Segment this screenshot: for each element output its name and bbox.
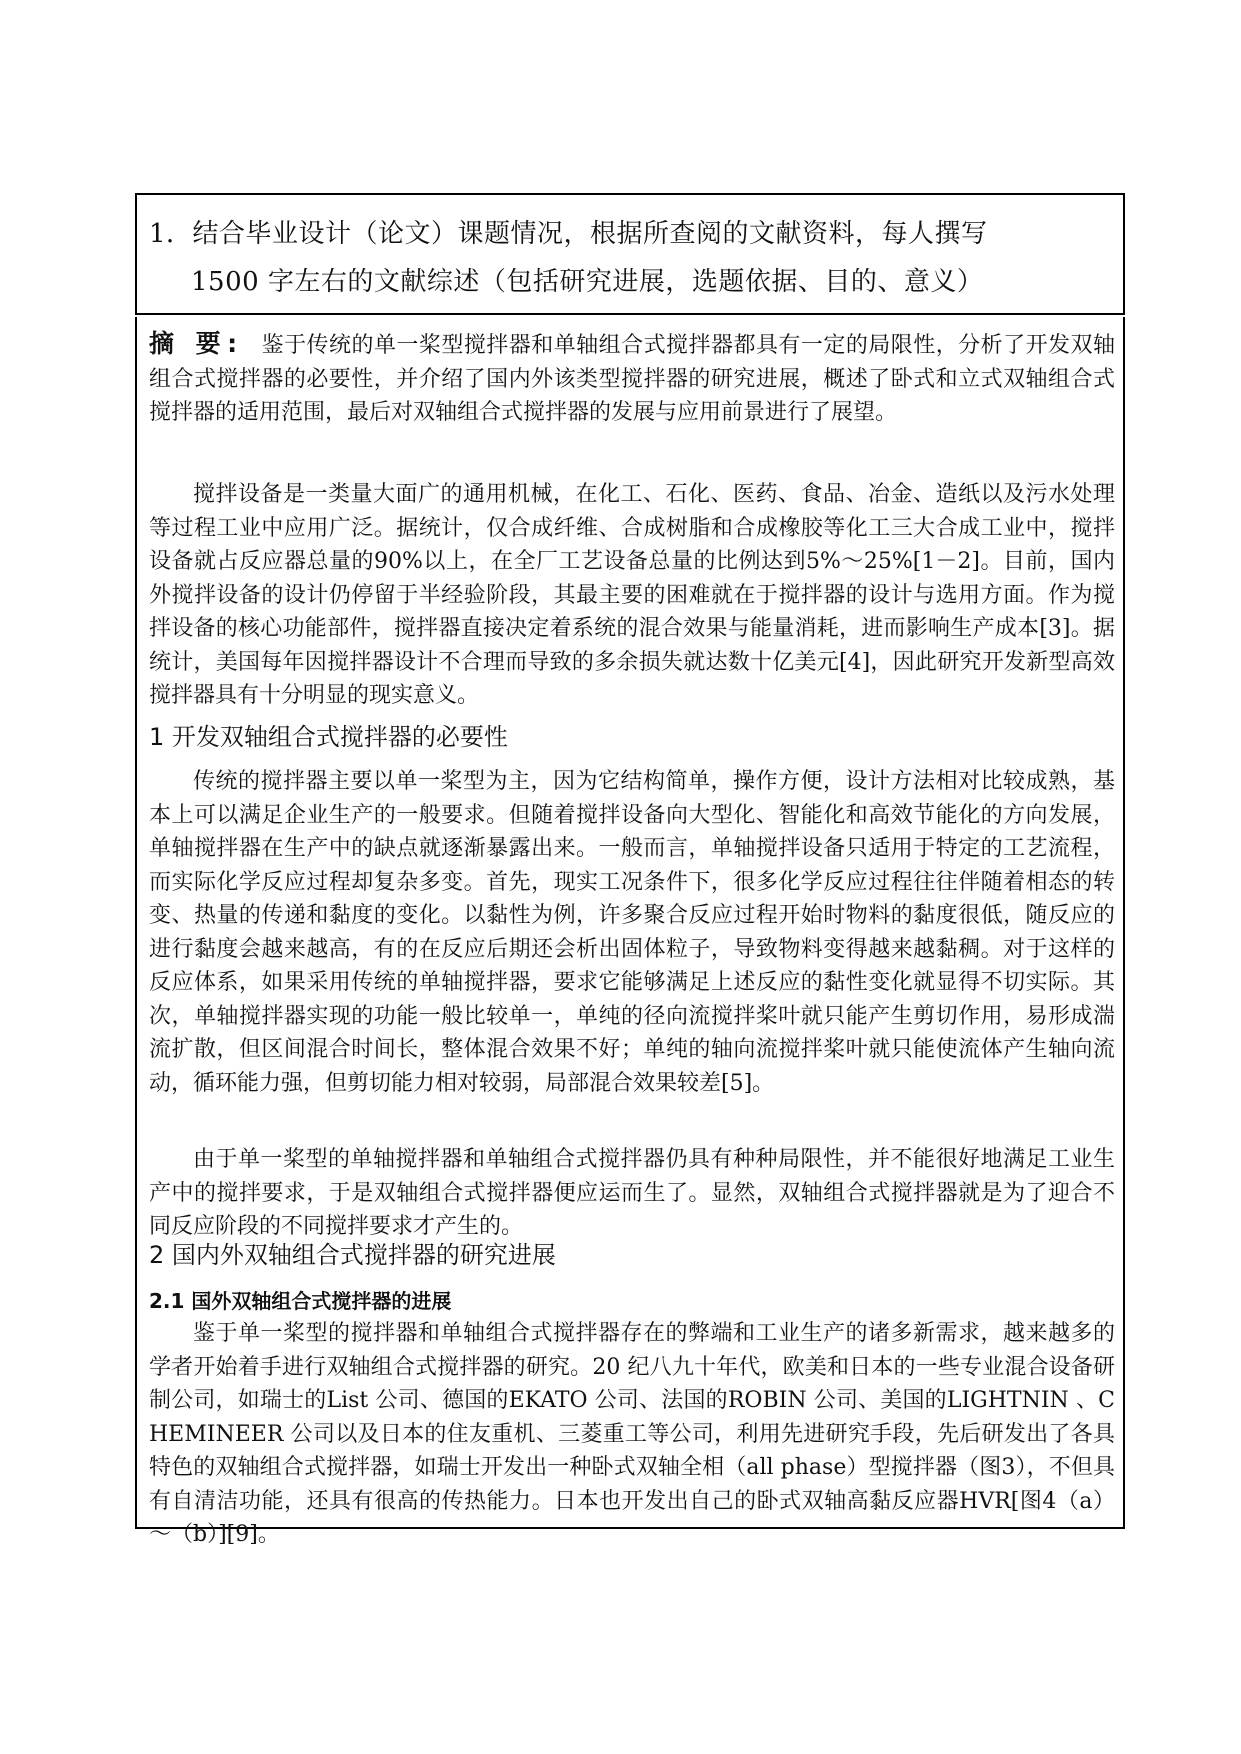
- review-body-box: [135, 317, 1125, 1547]
- review-form: [135, 193, 1125, 1547]
- section1-paragraph1: 传统的搅拌器主要以单一桨型为主，因为它结构简单，操作方便，设计方法相对比较成熟，基本上可以满足企业生产的一般要求。但随着搅拌设备向大型化、智能化和高效节能化的方向发展，单轴搅拌器在生产中的缺点就逐渐暴露出来。一般而言，单轴搅拌设备只适用于特定的工艺流程，而实际化学反应过程却复杂多变。首先，现实工况条件下，很多化学反应过程往往伴随着相态的转变、热量的传递和黏度的变化。以黏性为例，许多聚合反应过程开始时物料的黏度很低，随反应的进行黏度会越来越高，有的在反应后期还会析出固体粒子，导致物料变得越来越黏稠。对于这样的反应体系，如果采用传统的单轴搅拌器，要求它能够满足上述反应的黏性变化就显得不切实际。其次，单轴搅拌器实现的功能一般比较单一，单纯的径向流搅拌桨叶就只能产生剪切作用，易形成湍流扩散，但区间混合时间长，整体混合效果不好；单纯的轴向流搅拌桨叶就只能使流体产生轴向流动，循环能力强，但剪切能力相对较弱，局部混合效果较差[5]。: [149, 769, 1115, 1096]
- intro-paragraph: 搅拌设备是一类量大面广的通用机械，在化工、石化、医药、食品、冶金、造纸以及污水处理等过程工业中应用广泛。据统计，仅合成纤维、合成树脂和合成橡胶等化工三大合成工业中，搅拌设备就占反应器总量的90%以上，在全厂工艺设备总量的比例达到5%～25%[1－2]。目前，国内外搅拌设备的设计仍停留于半经验阶段，其最主要的困难就在于搅拌器的设计与选用方面。作为搅拌设备的核心功能部件，搅拌器直接决定着系统的混合效果与能量消耗，进而影响生产成本[3]。据统计，美国每年因搅拌器设计不合理而导致的多余损失就达数十亿美元[4]，因此研究开发新型高效搅拌器具有十分明显的现实意义。: [149, 482, 1115, 708]
- section1-paragraph2: 由于单一桨型的单轴搅拌器和单轴组合式搅拌器仍具有种种局限性，并不能很好地满足工业生产中的搅拌要求，于是双轴组合式搅拌器便应运而生了。显然，双轴组合式搅拌器就是为了迎合不同反应阶段的不同搅拌要求才产生的。: [149, 1147, 1115, 1239]
- section2-1-title: 2.1 国外双轴组合式搅拌器的进展: [149, 1289, 452, 1313]
- abstract: [149, 327, 1115, 430]
- form-header-line1: 1．结合毕业设计（论文）课题情况，根据所查阅的文献资料，每人撰写: [149, 219, 988, 249]
- section2-title: 2 国内外双轴组合式搅拌器的研究进展: [149, 1241, 556, 1269]
- abstract-text: 鉴于传统的单一桨型搅拌器和单轴组合式搅拌器都具有一定的局限性，分析了开发双轴组合式搅拌器的必要性，并介绍了国内外该类型搅拌器的研究进展，概述了卧式和立式双轴组合式搅拌器的适用范围，最后对双轴组合式搅拌器的发展与应用前景进行了展望。: [149, 333, 1115, 425]
- section1-title: 1 开发双轴组合式搅拌器的必要性: [149, 723, 508, 751]
- abstract-label: 摘 要:: [149, 329, 244, 358]
- section2-1-paragraph: 鉴于单一桨型的搅拌器和单轴组合式搅拌器存在的弊端和工业生产的诸多新需求，越来越多的学者开始着手进行双轴组合式搅拌器的研究。20 纪八九十年代，欧美和日本的一些专业混合设备研制公司，如瑞士的List 公司、德国的EKATO 公司、法国的ROBIN 公司、美国的LIGHTNIN 、CHEMINEER 公司以及日本的住友重机、三菱重工等公司，利用先进研究手段，先后研发出了各具特色的双轴组合式搅拌器，如瑞士开发出一种卧式双轴全相（all phase）型搅拌器（图3），不但具有自清洁功能，还具有很高的传热能力。日本也开发出自己的卧式双轴高黏反应器HVR[图4（a）～（b）][9]。: [149, 1321, 1115, 1547]
- form-header-box: [135, 193, 1125, 315]
- form-header-line2: 1500 字左右的文献综述（包括研究进展，选题依据、目的、意义）: [191, 267, 984, 297]
